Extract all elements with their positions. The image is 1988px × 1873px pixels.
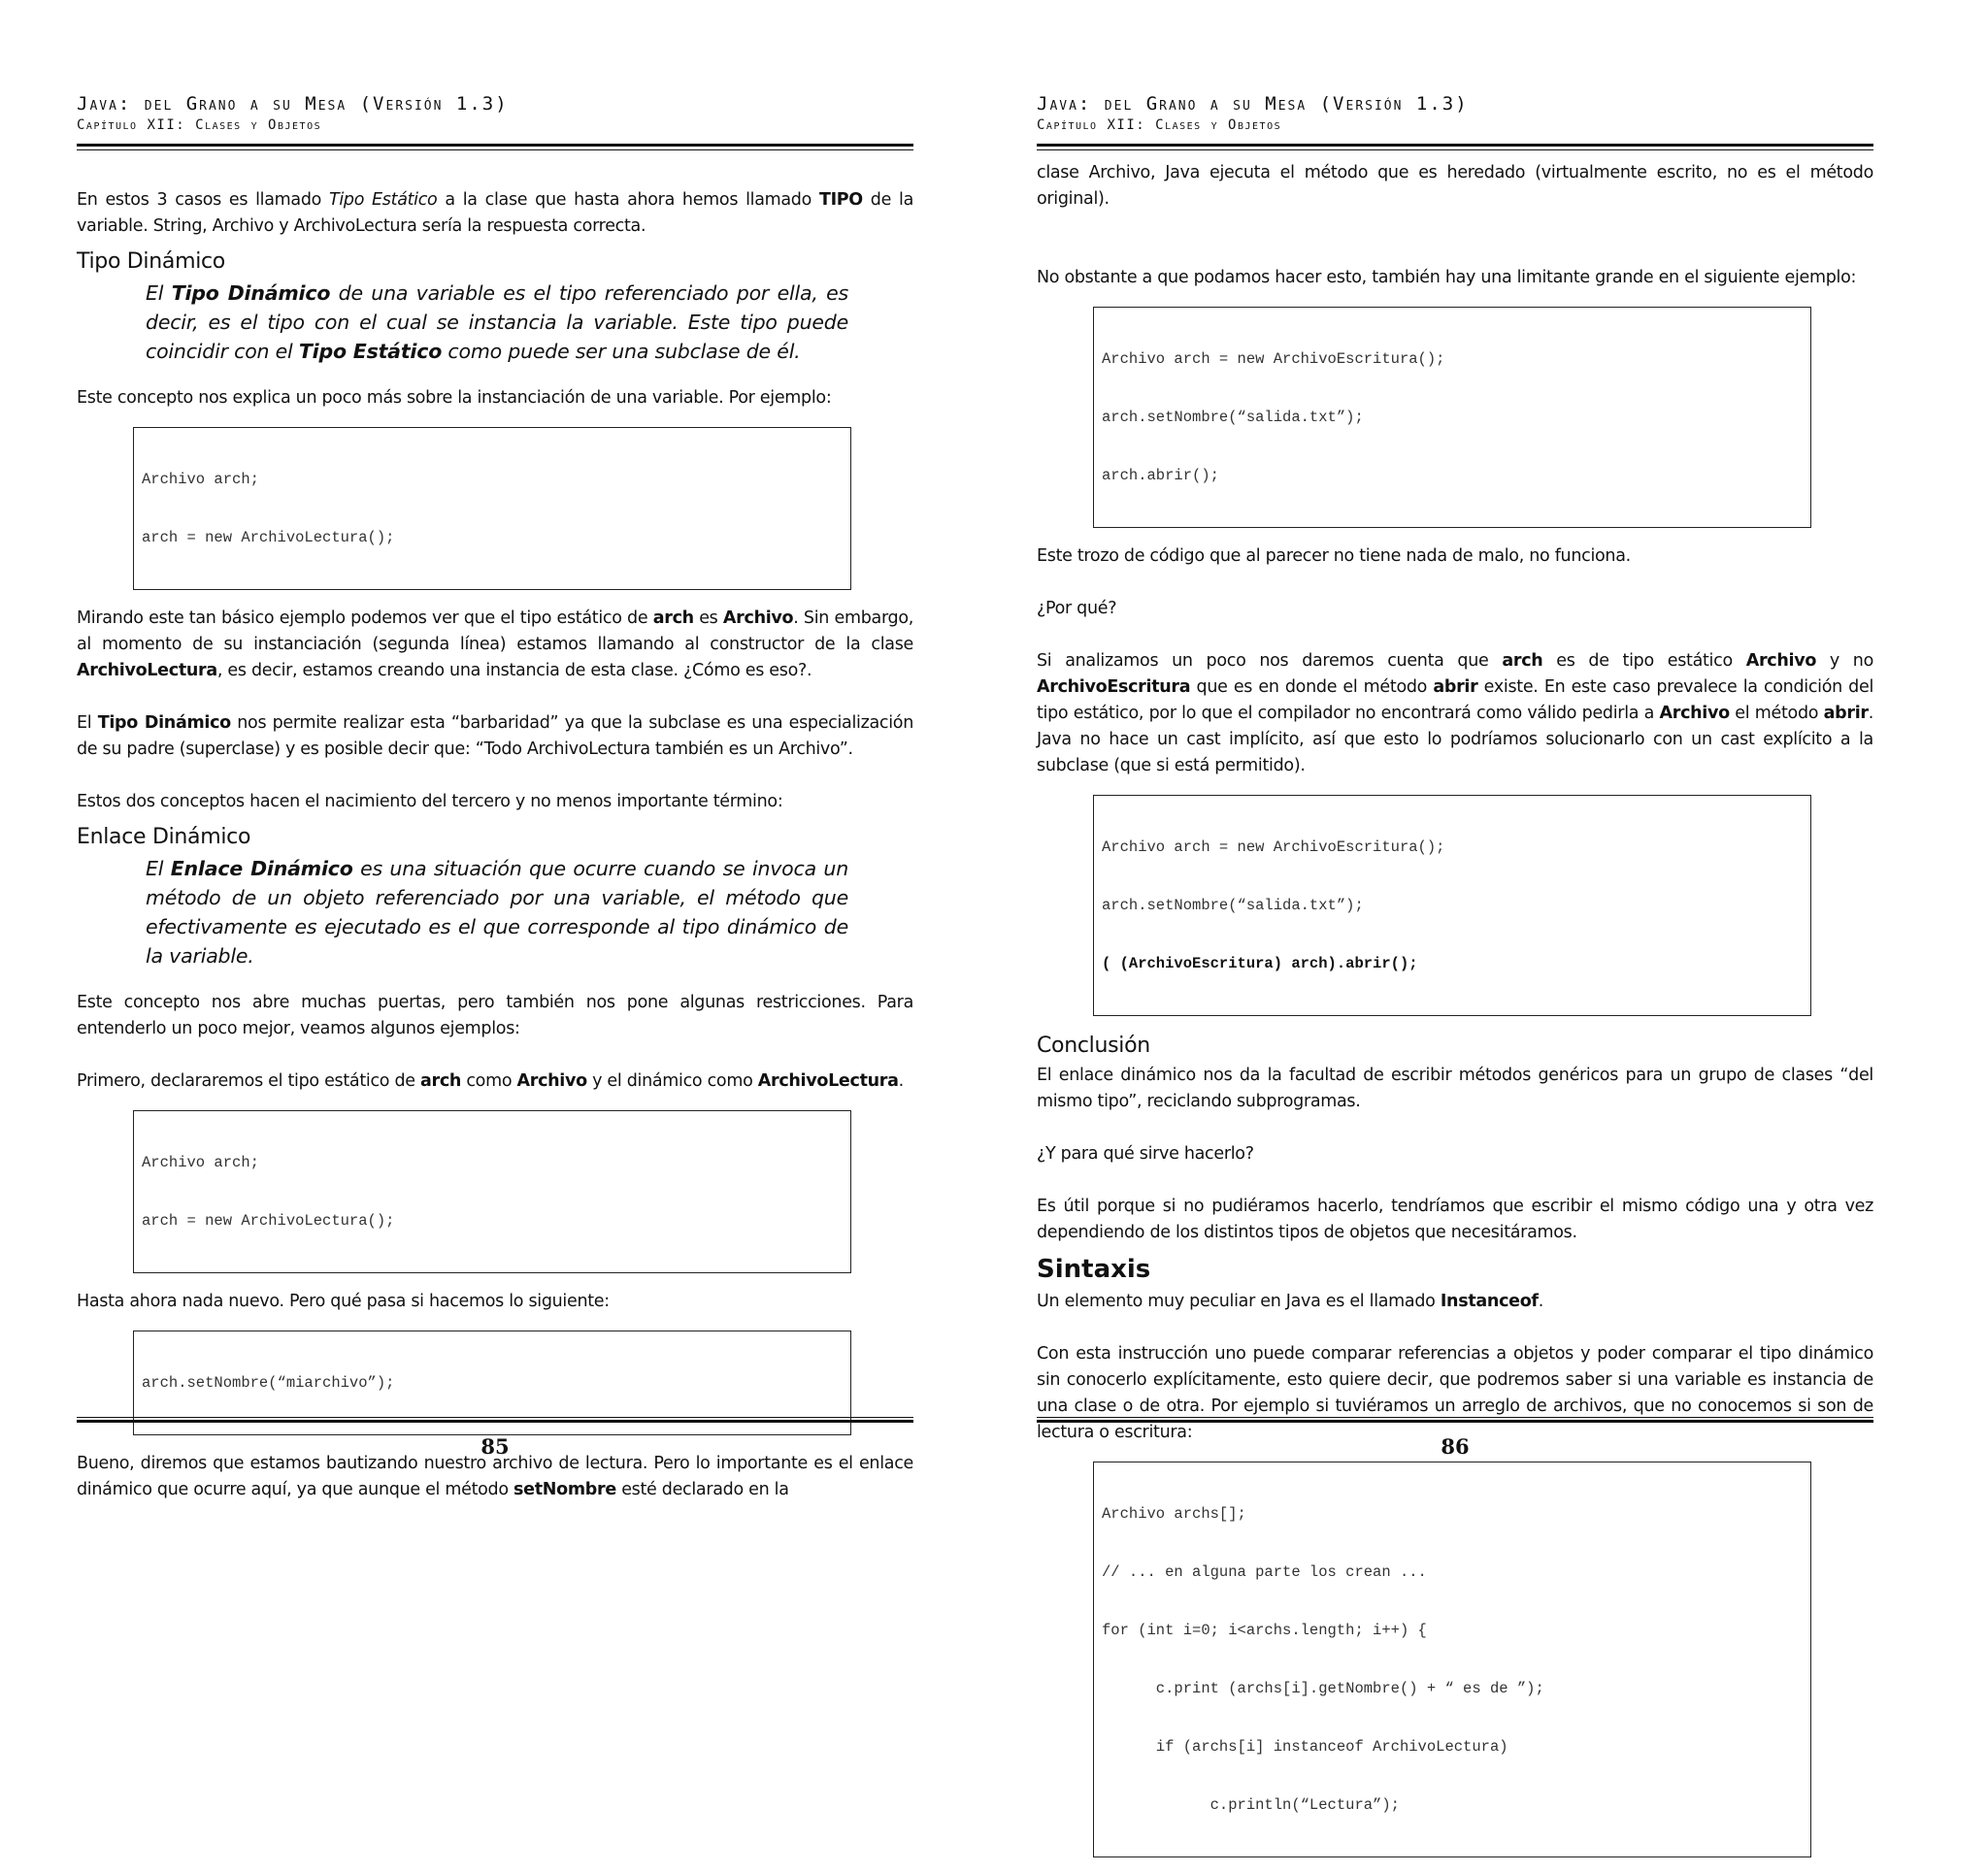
paragraph: clase Archivo, Java ejecuta el método que es heredado (virtualmente escrito, no es el método original). <box>1037 163 1873 209</box>
code-line: arch.setNombre(“miarchivo”); <box>142 1374 395 1392</box>
code-line: c.println(“Lectura”); <box>1102 1796 1400 1814</box>
code-line: arch = new ArchivoLectura(); <box>142 529 395 546</box>
definition-enlace-dinamico: El Enlace Dinámico es una situación que ocurre cuando se invoca un método de un objeto referenciado por una variable, el método que efectivamente es ejecutado es el que corresponde al tipo dinámico de la variable. <box>146 857 848 968</box>
footer-rule <box>1037 1417 1873 1418</box>
code-block <box>1093 1462 1811 1857</box>
code-block <box>133 427 851 590</box>
paragraph: Con esta instrucción uno puede comparar referencias a objetos y poder comparar el tipo dinámico sin conocerlo explícitamente, esto quiere decir, que podremos saber si una variable es instancia de una clase o de otra. Por ejemplo si tuviéramos un arreglo de archivos, que no conocemos si son de lectura o escritura: <box>1037 1344 1873 1442</box>
footer-rule <box>77 1417 913 1418</box>
code-line: c.print (archs[i].getNombre() + “ es de ”); <box>1102 1680 1544 1697</box>
chapter-header: Capítulo XII: Clases y Objetos <box>1037 117 1282 133</box>
paragraph: Hasta ahora nada nuevo. Pero qué pasa si hacemos lo siguiente: <box>77 1292 610 1311</box>
paragraph: Este concepto nos explica un poco más sobre la instanciación de una variable. Por ejemplo: <box>77 388 832 408</box>
code-line: Archivo arch; <box>142 1154 259 1171</box>
page-number: 85 <box>480 1434 510 1459</box>
right-page-content <box>1037 160 1873 1873</box>
right-page <box>1037 0 1874 1814</box>
code-line: Archivo arch = new ArchivoEscritura(); <box>1102 838 1445 856</box>
paragraph: Es útil porque si no pudiéramos hacerlo, tendríamos que escribir el mismo código una y otra vez dependiendo de los distintos tipos de objetos que necesitáramos. <box>1037 1197 1873 1242</box>
code-line: Archivo archs[]; <box>1102 1505 1246 1523</box>
paragraph: Un elemento muy peculiar en Java es el llamado Instanceof. <box>1037 1292 1544 1311</box>
paragraph: El Tipo Dinámico nos permite realizar esta “barbaridad” ya que la subclase es una especialización de su padre (superclase) y es posible decir que: “Todo ArchivoLectura también es un Archivo”. <box>77 713 913 759</box>
paragraph: ¿Y para qué sirve hacerlo? <box>1037 1144 1254 1164</box>
page-number: 86 <box>1441 1434 1470 1459</box>
definition-tipo-dinamico: El Tipo Dinámico de una variable es el tipo referenciado por ella, es decir, es el tipo con el cual se instancia la variable. Este tipo puede coincidir con el Tipo Estático como puede ser una subclase de él. <box>146 281 848 363</box>
code-line: arch.setNombre(“salida.txt”); <box>1102 897 1364 914</box>
code-block <box>1093 795 1811 1016</box>
paragraph: Primero, declararemos el tipo estático de arch como Archivo y el dinámico como ArchivoLectura. <box>77 1071 904 1091</box>
heading-enlace-dinamico: Enlace Dinámico <box>77 825 251 849</box>
code-line: arch.setNombre(“salida.txt”); <box>1102 409 1364 426</box>
paragraph: Este trozo de código que al parecer no tiene nada de malo, no funciona. <box>1037 546 1631 566</box>
paragraph: Mirando este tan básico ejemplo podemos ver que el tipo estático de arch es Archivo. Sin embargo, al momento de su instanciación (segunda línea) estamos llamando al constructor de la clase ArchivoLectura, es decir, estamos creando una instancia de esta clase. ¿Cómo es eso?. <box>77 608 914 680</box>
header-rule <box>77 144 913 147</box>
heading-conclusion: Conclusión <box>1037 1034 1150 1058</box>
code-line: for (int i=0; i<archs.length; i++) { <box>1102 1622 1427 1639</box>
paragraph: Bueno, diremos que estamos bautizando nuestro archivo de lectura. Pero lo importante es el enlace dinámico que ocurre aquí, ya que aunque el método setNombre esté declarado en la <box>77 1454 913 1499</box>
paragraph: No obstante a que podamos hacer esto, también hay una limitante grande en el siguiente ejemplo: <box>1037 268 1857 287</box>
heading-tipo-dinamico: Tipo Dinámico <box>77 249 225 274</box>
paragraph: Este concepto nos abre muchas puertas, pero también nos pone algunas restricciones. Para entenderlo un poco mejor, veamos algunos ejemplos: <box>77 993 913 1038</box>
code-line: // ... en alguna parte los crean ... <box>1102 1563 1427 1581</box>
header-rule <box>1037 144 1873 147</box>
book-title-header: Java: del Grano a su Mesa (Versión 1.3) <box>77 93 509 115</box>
paragraph: ¿Por qué? <box>1037 599 1117 618</box>
paragraph: En estos 3 casos es llamado Tipo Estático a la clase que hasta ahora hemos llamado TIPO de la variable. String, Archivo y ArchivoLectura sería la respuesta correcta. <box>77 190 913 236</box>
paragraph: Si analizamos un poco nos daremos cuenta que arch es de tipo estático Archivo y no ArchivoEscritura que es en donde el método abrir existe. En este caso prevalece la condición del tipo estático, por lo que el compilador no encontrará como válido pedirla a Archivo el método abrir. Java no hace un cast implícito, así que esto lo podríamos solucionarlo con un cast explícito a la subclase (que si está permitido). <box>1037 651 1874 775</box>
book-title-header: Java: del Grano a su Mesa (Versión 1.3) <box>1037 93 1469 115</box>
heading-sintaxis: Sintaxis <box>1037 1255 1151 1284</box>
left-page-content <box>77 187 913 1503</box>
chapter-header: Capítulo XII: Clases y Objetos <box>77 117 322 133</box>
code-line: if (archs[i] instanceof ArchivoLectura) <box>1102 1738 1508 1756</box>
paragraph: Estos dos conceptos hacen el nacimiento del tercero y no menos importante término: <box>77 792 783 811</box>
code-block <box>1093 307 1811 528</box>
code-line: Archivo arch = new ArchivoEscritura(); <box>1102 350 1445 368</box>
code-line: Archivo arch; <box>142 471 259 488</box>
left-page <box>77 0 913 1535</box>
code-line: arch.abrir(); <box>1102 467 1219 484</box>
paragraph: El enlace dinámico nos da la facultad de escribir métodos genéricos para un grupo de clases “del mismo tipo”, reciclando subprogramas. <box>1037 1066 1873 1111</box>
code-block <box>133 1110 851 1273</box>
code-line: ( (ArchivoEscritura) arch).abrir(); <box>1102 955 1418 972</box>
code-line: arch = new ArchivoLectura(); <box>142 1212 395 1230</box>
